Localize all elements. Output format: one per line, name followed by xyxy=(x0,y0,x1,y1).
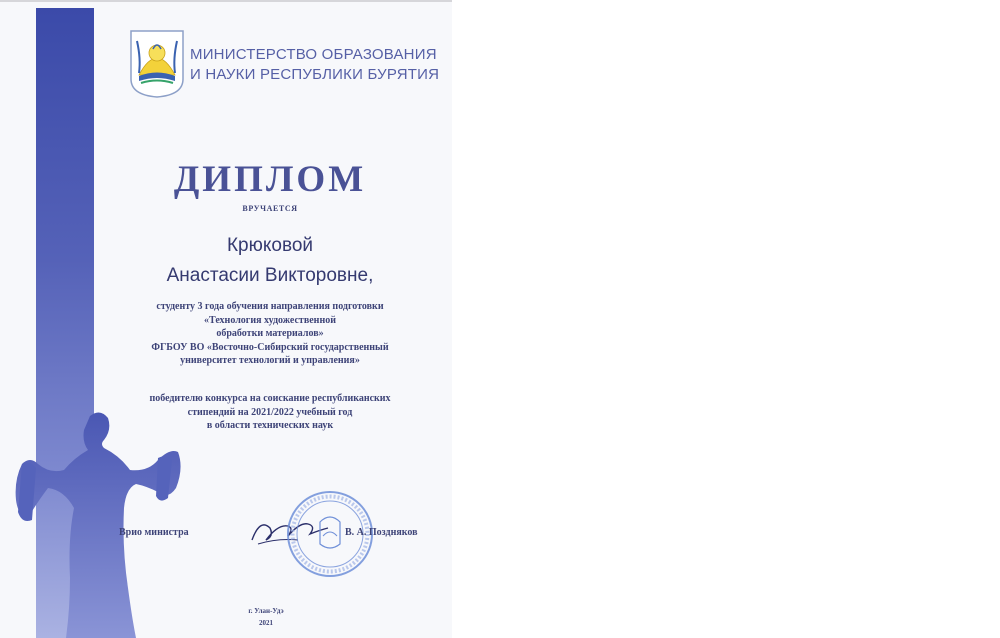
recipient-surname: Крюковой xyxy=(226,235,314,256)
award-line: стипендий на 2021/2022 учебный год xyxy=(187,406,353,418)
signer-role: Врио министра xyxy=(119,527,189,538)
ministry-line-2: И НАУКИ РЕСПУБЛИКИ БУРЯТИЯ xyxy=(190,66,440,83)
diploma-document xyxy=(0,0,452,638)
top-border xyxy=(0,0,452,2)
buryatia-coat-of-arms-icon xyxy=(129,29,185,99)
year: 2021 xyxy=(259,619,273,627)
city: г. Улан-Удэ xyxy=(248,607,284,615)
recipient-description xyxy=(130,300,410,368)
signer-name: В. А. Поздняков xyxy=(345,527,418,538)
description-line: «Технология художественной xyxy=(204,314,336,326)
statue-silhouette-icon xyxy=(8,408,198,638)
description-line: ФГБОУ ВО «Восточно-Сибирский государственный xyxy=(151,341,389,353)
recipient-given-names: Анастасии Викторовне, xyxy=(166,265,374,286)
diploma-title: ДИПЛОМ xyxy=(173,159,367,200)
award-line: в области технических наук xyxy=(206,420,334,431)
ministry-line-1: МИНИСТЕРСТВО ОБРАЗОВАНИЯ xyxy=(190,46,437,63)
diploma-subtitle: ВРУЧАЕТСЯ xyxy=(242,204,298,213)
description-line: студенту 3 года обучения направления подготовки xyxy=(156,301,384,312)
ministry-name xyxy=(190,45,440,85)
description-line: обработки материалов» xyxy=(216,328,324,339)
award-line: победителю конкурса на соискание республиканских xyxy=(149,393,391,404)
description-line: университет технологий и управления» xyxy=(180,355,360,366)
